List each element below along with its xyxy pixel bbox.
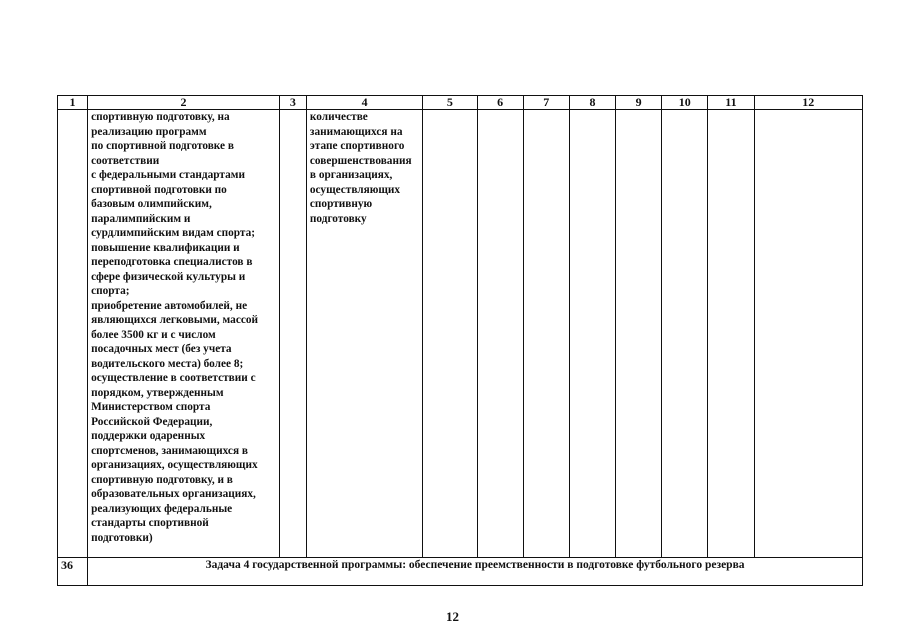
row-number: 36 xyxy=(58,558,88,586)
cell-empty xyxy=(477,110,523,558)
cell-empty xyxy=(569,110,615,558)
column-header: 5 xyxy=(423,96,477,110)
column-header: 8 xyxy=(569,96,615,110)
column-header: 4 xyxy=(306,96,422,110)
task-heading: Задача 4 государственной программы: обеспечение преемственности в подготовке футбольного резерва xyxy=(88,558,863,586)
document-table xyxy=(57,95,863,586)
cell-empty xyxy=(708,110,754,558)
page-number: 12 xyxy=(446,609,459,624)
column-header: 11 xyxy=(708,96,754,110)
table-header-row xyxy=(58,96,863,110)
column-header: 3 xyxy=(279,96,306,110)
column-header: 10 xyxy=(662,96,708,110)
cell-empty xyxy=(423,110,477,558)
column-header: 6 xyxy=(477,96,523,110)
column-header: 1 xyxy=(58,96,88,110)
column-header: 7 xyxy=(523,96,569,110)
column-header: 2 xyxy=(88,96,280,110)
cell-empty xyxy=(754,110,862,558)
column-header: 9 xyxy=(616,96,662,110)
cell-empty xyxy=(279,110,306,558)
table-row-task xyxy=(58,558,863,586)
cell-number xyxy=(58,110,88,558)
column-header: 12 xyxy=(754,96,862,110)
cell-empty xyxy=(662,110,708,558)
cell-empty xyxy=(616,110,662,558)
cell-description: спортивную подготовку, на реализацию программ по спортивной подготовке в соответствии с федеральными стандартами спортивной подготовки по базовым олимпийским, паралимпийским и сурдлимпийским видам спорта; повышение квалификации и переподготовка специалистов в сфере физической культуры и спорта; приобретение автомобилей, не являющихся легковыми, массой более 3500 кг и с числом посадочных мест (без учета водительского места) более 8; осуществление в соответствии с порядком, утвержденным Министерством спорта Российской Федерации, поддержки одаренных спортсменов, занимающихся в организациях, осуществляющих спортивную подготовку, и в образовательных организациях, реализующих федеральные стандарты спортивной подготовки) xyxy=(88,110,280,558)
cell-indicator: количестве занимающихся на этапе спортивного совершенствования в организациях, осуществляющих спортивную подготовку xyxy=(306,110,422,558)
table-row xyxy=(58,110,863,558)
cell-empty xyxy=(523,110,569,558)
